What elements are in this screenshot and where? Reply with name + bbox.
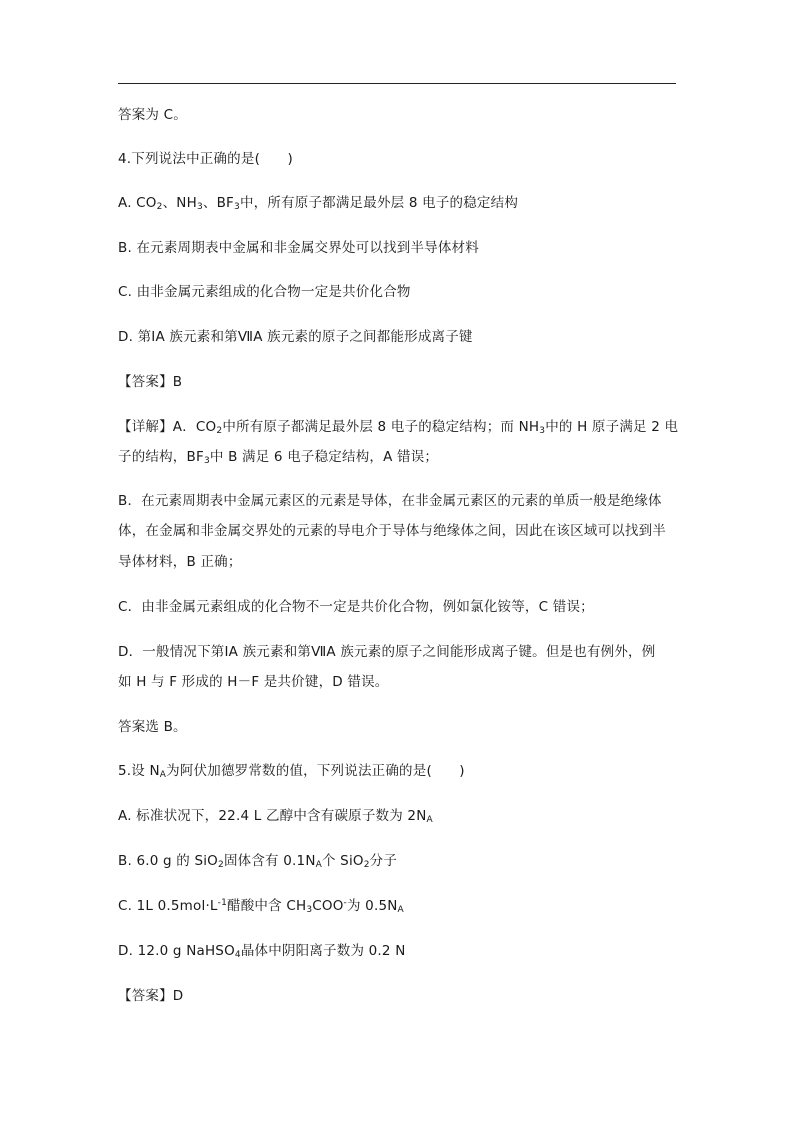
previous-answer: 答案为 C。	[118, 107, 187, 123]
question-4-option-d: D. 第ⅠA 族元素和第ⅦA 族元素的原子之间都能形成离子键	[118, 329, 473, 345]
question-5-option-b: B. 6.0 g 的 SiO$_2$固体含有 $0.1N_A$个 SiO$_2$分子	[118, 853, 398, 870]
header-rule	[118, 83, 676, 84]
question-4-detail-a-line1: 【详解】A．$CO_2$中所有原子都满足最外层 8 电子的稳定结构；而 $NH_3$中的 H 原子满足 2 电	[118, 419, 679, 436]
question-4-detail-a-line2: 子的结构，$BF_3$中 B 满足 6 电子稳定结构，A 错误；	[118, 449, 439, 466]
question-4-detail-b-line3: 导体材料，B 正确；	[118, 554, 242, 570]
question-4-stem: 4.下列说法中正确的是( )	[118, 151, 293, 167]
question-5-answer: 【答案】D	[118, 988, 184, 1004]
question-4-detail-b-line2: 体，在金属和非金属交界处的元素的导电介于导体与绝缘体之间，因此在该区域可以找到半	[118, 523, 666, 539]
question-5-stem: 5.设 $N_A$为阿伏加德罗常数的值，下列说法正确的是( )	[118, 763, 465, 780]
question-4-final-answer: 答案选 B。	[118, 719, 187, 735]
question-4-option-b: B. 在元素周期表中金属和非金属交界处可以找到半导体材料	[118, 240, 479, 256]
question-5-option-a: A. 标准状况下，22.4 L 乙醇中含有碳原子数为 $2N_A$	[118, 808, 433, 825]
question-4-answer: 【答案】B	[118, 374, 183, 390]
question-4-option-a: A. $CO_2$、$NH_3$、$BF_3$中，所有原子都满足最外层 8 电子的稳定结构	[118, 195, 519, 212]
question-5-option-c: C. 1L $0.5mol\cdot L^{-1}$醋酸中含 $CH_3COO^-$为 $0.5N_A$	[118, 898, 404, 915]
question-4-option-c: C. 由非金属元素组成的化合物一定是共价化合物	[118, 284, 411, 300]
question-4-detail-b-line1: B．在元素周期表中金属元素区的元素是导体，在非金属元素区的元素的单质一般是绝缘体	[118, 493, 662, 509]
question-4-detail-d-line2: 如 H 与 F 形成的 H－F 是共价键，D 错误。	[118, 674, 389, 690]
question-4-detail-d-line1: D．一般情况下第ⅠA 族元素和第ⅦA 族元素的原子之间能形成离子键。但是也有例外，例	[118, 644, 656, 660]
question-5-option-d: D. 12.0 g NaHSO$_4$晶体中阴阳离子数为 0.2 N	[118, 943, 406, 960]
question-4-detail-c: C．由非金属元素组成的化合物不一定是共价化合物，例如氯化铵等，C 错误；	[118, 599, 594, 615]
